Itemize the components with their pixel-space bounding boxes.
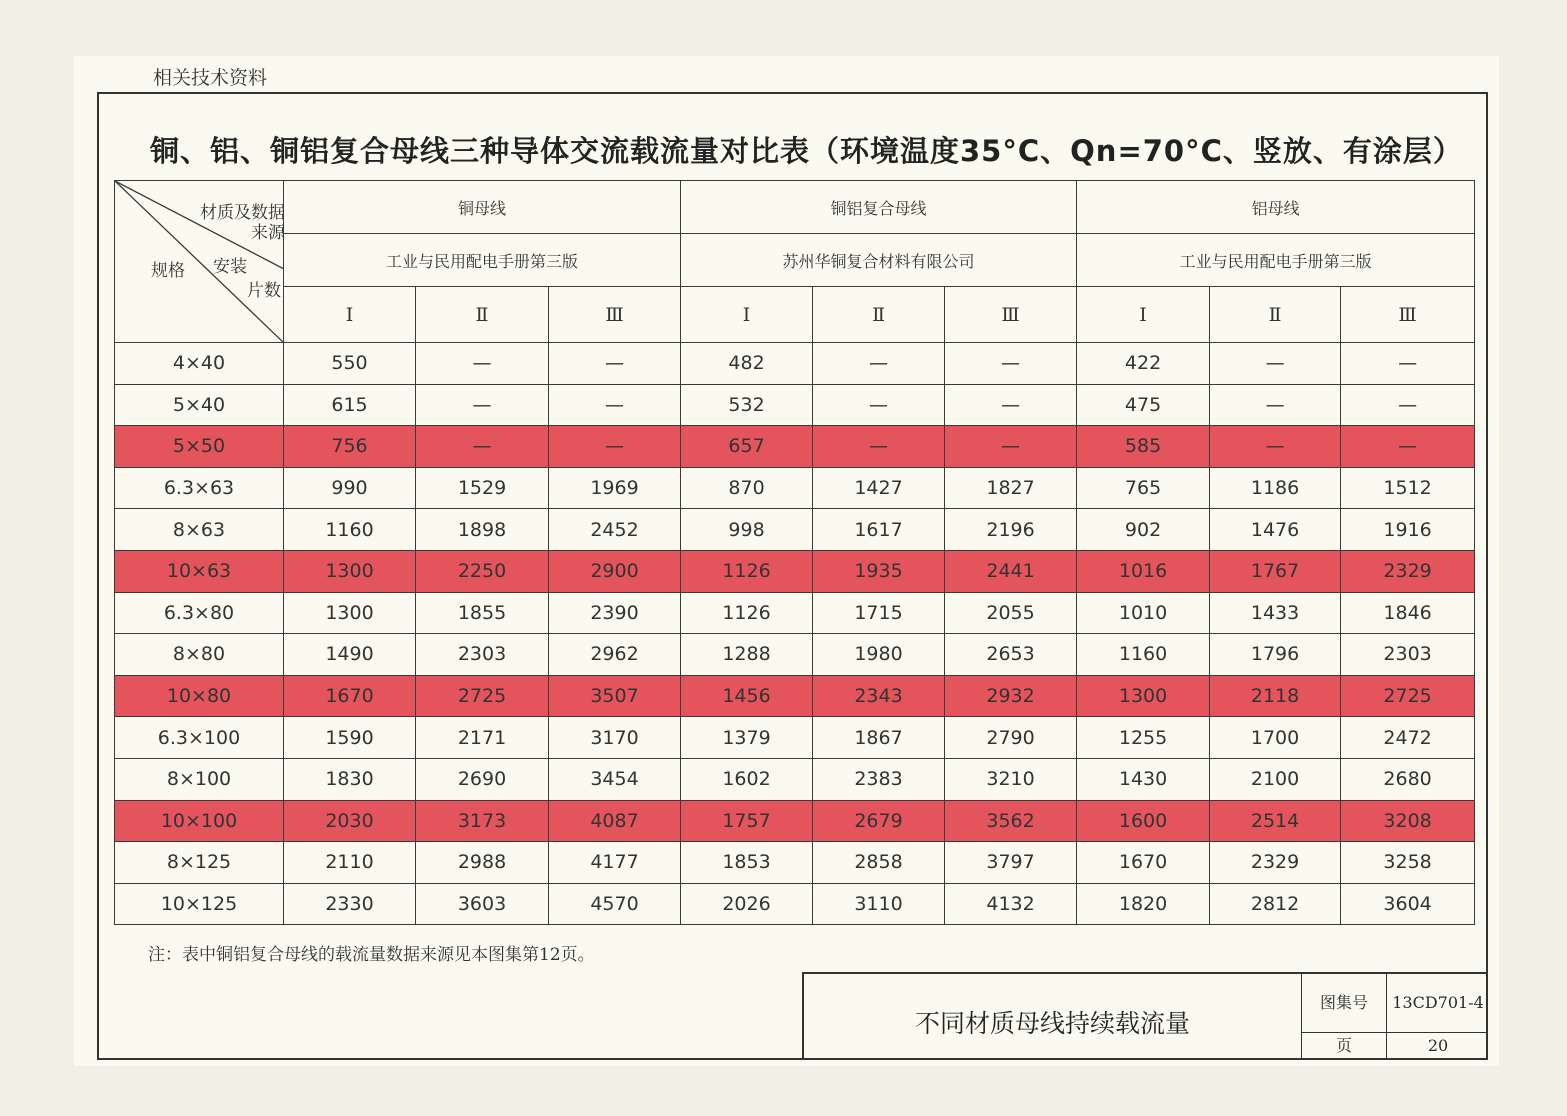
spec-cell: 10×100 — [115, 800, 284, 842]
value-cell: 1767 — [1210, 550, 1341, 592]
value-cell: 2110 — [284, 842, 416, 884]
spec-cell: 5×50 — [115, 426, 284, 468]
spec-cell: 6.3×63 — [115, 467, 284, 509]
source-aluminum: 工业与民用配电手册第三版 — [1077, 234, 1475, 287]
subcol-header: I — [284, 287, 416, 343]
value-cell: 2790 — [945, 717, 1077, 759]
value-cell: 3210 — [945, 758, 1077, 800]
value-cell: 2962 — [549, 634, 681, 676]
value-cell: 2725 — [416, 675, 549, 717]
value-cell: 2514 — [1210, 800, 1341, 842]
corner-label-install: 安装 — [213, 257, 247, 277]
value-cell: — — [416, 384, 549, 426]
value-cell: 1456 — [681, 675, 813, 717]
value-cell: 1160 — [284, 509, 416, 551]
value-cell: 1855 — [416, 592, 549, 634]
value-cell: 1820 — [1077, 883, 1210, 925]
subcol-header: I — [1077, 287, 1210, 343]
table-row — [115, 800, 1475, 842]
value-cell: — — [1210, 426, 1341, 468]
value-cell: 1300 — [1077, 675, 1210, 717]
value-cell: 2690 — [416, 758, 549, 800]
table-row — [115, 883, 1475, 925]
value-cell: 482 — [681, 343, 813, 385]
spec-cell: 4×40 — [115, 343, 284, 385]
value-cell: 3507 — [549, 675, 681, 717]
table-row — [115, 509, 1475, 551]
spec-cell: 8×63 — [115, 509, 284, 551]
value-cell: — — [1341, 343, 1475, 385]
source-composite: 苏州华铜复合材料有限公司 — [681, 234, 1077, 287]
value-cell: — — [813, 426, 945, 468]
value-cell: 1590 — [284, 717, 416, 759]
value-cell: — — [813, 343, 945, 385]
spec-cell: 6.3×100 — [115, 717, 284, 759]
spec-cell: 8×100 — [115, 758, 284, 800]
value-cell: 1715 — [813, 592, 945, 634]
value-cell: — — [945, 384, 1077, 426]
value-cell: 3208 — [1341, 800, 1475, 842]
page-label: 页 — [1301, 1032, 1386, 1059]
value-cell: 1529 — [416, 467, 549, 509]
subcol-header: Ⅱ — [813, 287, 945, 343]
value-cell: 1969 — [549, 467, 681, 509]
value-cell: 3604 — [1341, 883, 1475, 925]
footnote: 注：表中铜铝复合母线的载流量数据来源见本图集第12页。 — [148, 945, 595, 965]
corner-label-pieces: 片数 — [247, 281, 281, 301]
value-cell: — — [813, 384, 945, 426]
value-cell: 1016 — [1077, 550, 1210, 592]
value-cell: 2118 — [1210, 675, 1341, 717]
value-cell: 1490 — [284, 634, 416, 676]
atlas-number-label: 图集号 — [1301, 974, 1386, 1032]
value-cell: 2988 — [416, 842, 549, 884]
table-row — [115, 343, 1475, 385]
value-cell: 2390 — [549, 592, 681, 634]
value-cell: 1126 — [681, 592, 813, 634]
value-cell: 1476 — [1210, 509, 1341, 551]
subcol-header: Ⅲ — [549, 287, 681, 343]
value-cell: — — [1210, 343, 1341, 385]
value-cell: 4570 — [549, 883, 681, 925]
spec-cell: 6.3×80 — [115, 592, 284, 634]
spec-cell: 10×125 — [115, 883, 284, 925]
value-cell: 902 — [1077, 509, 1210, 551]
group-header-aluminum: 铝母线 — [1077, 181, 1475, 234]
value-cell: 2725 — [1341, 675, 1475, 717]
value-cell: 2303 — [1341, 634, 1475, 676]
value-cell: 4132 — [945, 883, 1077, 925]
table-row — [115, 384, 1475, 426]
value-cell: 2196 — [945, 509, 1077, 551]
value-cell: 2329 — [1210, 842, 1341, 884]
table-row — [115, 717, 1475, 759]
value-cell: 1830 — [284, 758, 416, 800]
value-cell: 1288 — [681, 634, 813, 676]
value-cell: 2383 — [813, 758, 945, 800]
value-cell: 756 — [284, 426, 416, 468]
title-block — [802, 972, 1487, 1059]
value-cell: 4177 — [549, 842, 681, 884]
value-cell: 2680 — [1341, 758, 1475, 800]
value-cell: — — [549, 343, 681, 385]
value-cell: — — [416, 426, 549, 468]
value-cell: 2812 — [1210, 883, 1341, 925]
value-cell: 1757 — [681, 800, 813, 842]
value-cell: — — [549, 384, 681, 426]
value-cell: 1980 — [813, 634, 945, 676]
value-cell: 1600 — [1077, 800, 1210, 842]
value-cell: 2858 — [813, 842, 945, 884]
value-cell: 765 — [1077, 467, 1210, 509]
corner-label-source: 材质及数据 来源 — [200, 203, 285, 243]
table-row — [115, 758, 1475, 800]
spec-cell: 10×80 — [115, 675, 284, 717]
group-header-composite: 铜铝复合母线 — [681, 181, 1077, 234]
value-cell: 1670 — [1077, 842, 1210, 884]
value-cell: 870 — [681, 467, 813, 509]
value-cell: — — [1341, 426, 1475, 468]
value-cell: 4087 — [549, 800, 681, 842]
value-cell: 2100 — [1210, 758, 1341, 800]
value-cell: 2472 — [1341, 717, 1475, 759]
value-cell: 1160 — [1077, 634, 1210, 676]
value-cell: 1427 — [813, 467, 945, 509]
value-cell: 550 — [284, 343, 416, 385]
value-cell: — — [1210, 384, 1341, 426]
value-cell: 2329 — [1341, 550, 1475, 592]
value-cell: 2932 — [945, 675, 1077, 717]
value-cell: 2330 — [284, 883, 416, 925]
value-cell: 990 — [284, 467, 416, 509]
value-cell: 2026 — [681, 883, 813, 925]
value-cell: 1796 — [1210, 634, 1341, 676]
subcol-header: Ⅲ — [1341, 287, 1475, 343]
atlas-number-value: 13CD701-4 — [1386, 974, 1489, 1032]
value-cell: 2250 — [416, 550, 549, 592]
value-cell: 2653 — [945, 634, 1077, 676]
spec-cell: 10×63 — [115, 550, 284, 592]
spec-cell: 5×40 — [115, 384, 284, 426]
value-cell: 422 — [1077, 343, 1210, 385]
subcol-header: I — [681, 287, 813, 343]
table-row — [115, 467, 1475, 509]
value-cell: 1379 — [681, 717, 813, 759]
value-cell: 1512 — [1341, 467, 1475, 509]
table-row — [115, 426, 1475, 468]
value-cell: 2171 — [416, 717, 549, 759]
value-cell: 2900 — [549, 550, 681, 592]
value-cell: — — [945, 343, 1077, 385]
value-cell: 1846 — [1341, 592, 1475, 634]
value-cell: 1916 — [1341, 509, 1475, 551]
table-row — [115, 675, 1475, 717]
value-cell: 1617 — [813, 509, 945, 551]
section-tab: 相关技术资料 — [153, 67, 268, 89]
value-cell: 1126 — [681, 550, 813, 592]
ampacity-table — [114, 180, 1475, 925]
value-cell: 1670 — [284, 675, 416, 717]
corner-label-spec: 规格 — [151, 261, 185, 281]
value-cell: 3258 — [1341, 842, 1475, 884]
subcol-header: Ⅱ — [1210, 287, 1341, 343]
value-cell: 1827 — [945, 467, 1077, 509]
value-cell: 475 — [1077, 384, 1210, 426]
value-cell: 2441 — [945, 550, 1077, 592]
value-cell: 3170 — [549, 717, 681, 759]
value-cell: 1300 — [284, 550, 416, 592]
table-row — [115, 592, 1475, 634]
value-cell: 657 — [681, 426, 813, 468]
value-cell: 2343 — [813, 675, 945, 717]
group-header-copper: 铜母线 — [284, 181, 681, 234]
value-cell: 1010 — [1077, 592, 1210, 634]
value-cell: 3173 — [416, 800, 549, 842]
corner-header-cell — [115, 181, 284, 343]
value-cell: 1433 — [1210, 592, 1341, 634]
page-number: 20 — [1386, 1032, 1489, 1059]
source-copper: 工业与民用配电手册第三版 — [284, 234, 681, 287]
value-cell: 3454 — [549, 758, 681, 800]
table-row — [115, 842, 1475, 884]
value-cell: 998 — [681, 509, 813, 551]
spec-cell: 8×80 — [115, 634, 284, 676]
page-title: 铜、铝、铜铝复合母线三种导体交流载流量对比表（环境温度35°C、Qn=70°C、竖放、有涂层） — [150, 134, 1463, 168]
value-cell: 1255 — [1077, 717, 1210, 759]
value-cell: 3603 — [416, 883, 549, 925]
value-cell: 2030 — [284, 800, 416, 842]
value-cell: 2055 — [945, 592, 1077, 634]
value-cell: — — [549, 426, 681, 468]
spec-cell: 8×125 — [115, 842, 284, 884]
value-cell: 585 — [1077, 426, 1210, 468]
value-cell: 3562 — [945, 800, 1077, 842]
drawing-name: 不同材质母线持续载流量 — [914, 1009, 1190, 1038]
value-cell: — — [1341, 384, 1475, 426]
value-cell: 1700 — [1210, 717, 1341, 759]
value-cell: — — [945, 426, 1077, 468]
value-cell: 1935 — [813, 550, 945, 592]
subcol-header: Ⅱ — [416, 287, 549, 343]
value-cell: 2452 — [549, 509, 681, 551]
value-cell: 3110 — [813, 883, 945, 925]
value-cell: 1898 — [416, 509, 549, 551]
value-cell: 3797 — [945, 842, 1077, 884]
value-cell: 1853 — [681, 842, 813, 884]
value-cell: 1602 — [681, 758, 813, 800]
value-cell: 2303 — [416, 634, 549, 676]
table-row — [115, 634, 1475, 676]
value-cell: 1300 — [284, 592, 416, 634]
subcol-header: Ⅲ — [945, 287, 1077, 343]
value-cell: 532 — [681, 384, 813, 426]
value-cell: 1430 — [1077, 758, 1210, 800]
value-cell: 1867 — [813, 717, 945, 759]
value-cell: 2679 — [813, 800, 945, 842]
value-cell: — — [416, 343, 549, 385]
table-row — [115, 550, 1475, 592]
value-cell: 615 — [284, 384, 416, 426]
value-cell: 1186 — [1210, 467, 1341, 509]
